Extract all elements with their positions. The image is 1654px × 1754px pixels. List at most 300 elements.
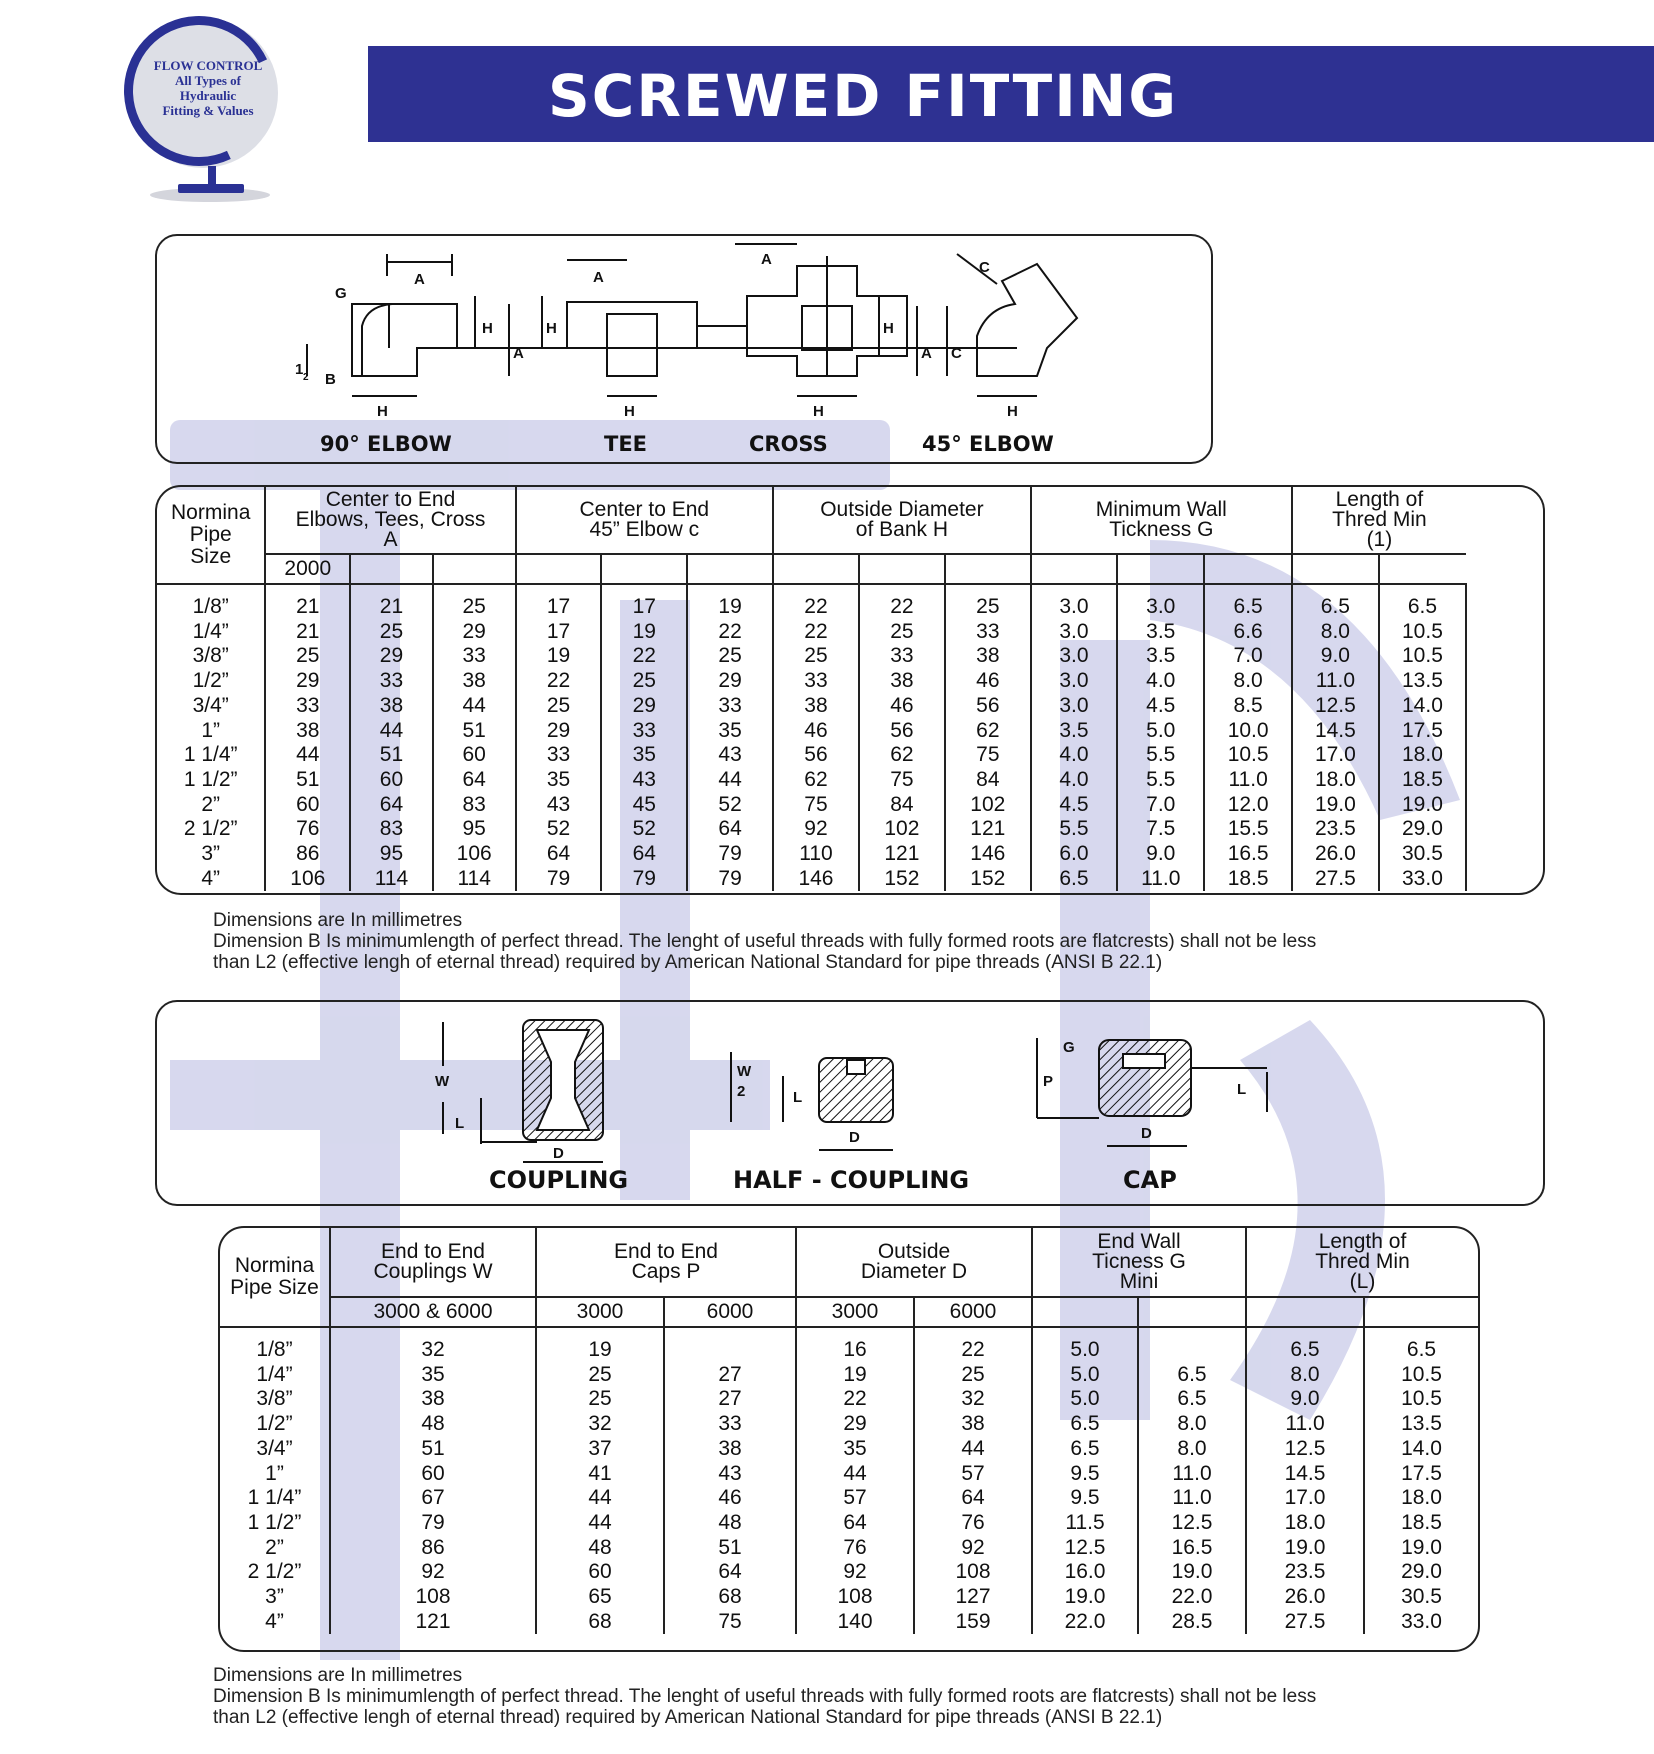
logo-line-2: All Types of: [175, 73, 241, 88]
table-cell: 19.0: [1032, 1585, 1138, 1610]
table-cell: 25: [350, 620, 433, 645]
table-cell: 5.5: [1117, 768, 1204, 793]
table-cell: 38: [350, 694, 433, 719]
table-cell: 44: [914, 1437, 1032, 1462]
table-cell: 9.5: [1032, 1486, 1138, 1511]
table-cell: 21: [265, 595, 350, 620]
table-row: [220, 1610, 1478, 1635]
table-cell: 6.5: [1032, 1437, 1138, 1462]
table-cell: 46: [664, 1486, 796, 1511]
table-cell: 102: [859, 817, 945, 842]
table-cell: 8.0: [1292, 620, 1379, 645]
table-cell: 8.0: [1138, 1412, 1246, 1437]
dim-label-h-tee-bottom: H: [624, 403, 635, 420]
table-cell: 33: [664, 1412, 796, 1437]
table-cell: 3.0: [1031, 620, 1117, 645]
table-cell: 14.5: [1246, 1462, 1364, 1487]
table-cell: 26.0: [1292, 842, 1379, 867]
table-cell: 18.0: [1379, 743, 1466, 768]
dim-label-d-coupling: D: [553, 1145, 564, 1162]
table-cell: 8.0: [1204, 669, 1291, 694]
table-cell: 22: [601, 644, 687, 669]
table-cell: 15.5: [1204, 817, 1291, 842]
table-cell: 3.0: [1117, 595, 1204, 620]
table-cell: 6.5: [1032, 1412, 1138, 1437]
table-cell: 5.5: [1031, 817, 1117, 842]
table-cell: 5.0: [1032, 1363, 1138, 1388]
note1-line3: than L2 (effective lengh of eternal thread) required by American National Standard for pipe threads (ANSI B 22.1): [213, 952, 1163, 973]
table-cell: 17.0: [1246, 1486, 1364, 1511]
table2-notes: [213, 1665, 1613, 1728]
table-cell: 38: [945, 644, 1031, 669]
table-cell: 106: [433, 842, 516, 867]
title-banner: [368, 46, 1654, 142]
table-cell: 22: [796, 1387, 914, 1412]
table-cell: 68: [536, 1610, 664, 1635]
table-cell: 76: [914, 1511, 1032, 1536]
table-cell: 4.0: [1031, 743, 1117, 768]
table-cell: 27.5: [1246, 1610, 1364, 1635]
coupling-diagram-panel: [155, 1000, 1545, 1206]
table-cell: 14.0: [1379, 694, 1466, 719]
table-cell: 35: [330, 1363, 536, 1388]
table-cell: 33.0: [1401, 1609, 1442, 1633]
table-cell: 121: [859, 842, 945, 867]
table-cell: 62: [773, 768, 859, 793]
table-cell: 30.5: [1379, 842, 1466, 867]
table-cell: 19.0: [1379, 793, 1466, 818]
table-cell: 10.5: [1379, 644, 1466, 669]
dim-label-g-cap: G: [1063, 1039, 1075, 1056]
table-cell: 114: [433, 867, 516, 892]
table-cell: 46: [773, 719, 859, 744]
table-row: [220, 1560, 1478, 1585]
table-cell: 12.5: [1032, 1536, 1138, 1561]
pipe-size-cell: 1”: [220, 1462, 330, 1487]
table-cell: 121: [945, 817, 1031, 842]
table-cell: 43: [664, 1462, 796, 1487]
table-cell: 26.0: [1246, 1585, 1364, 1610]
table-cell: 35: [601, 743, 687, 768]
sub-header-caps-6000: 6000: [664, 1297, 796, 1327]
table-cell: 35: [516, 768, 602, 793]
table-cell: 3.0: [1031, 669, 1117, 694]
pipe-size-cell: 3/8”: [220, 1387, 330, 1412]
table-cell: 9.0: [1117, 842, 1204, 867]
table-cell: 4.0: [1117, 669, 1204, 694]
table-cell: 5.0: [1032, 1387, 1138, 1412]
page-title: SCREWED FITTING: [548, 62, 1178, 130]
table-cell: 56: [945, 694, 1031, 719]
dim-label-p-cap: P: [1043, 1073, 1054, 1090]
table-cell: 44: [536, 1511, 664, 1536]
table-cell: 43: [601, 768, 687, 793]
table-cell: 17.5: [1401, 1461, 1442, 1485]
table-cell: 38: [265, 719, 350, 744]
table-cell: 60: [536, 1560, 664, 1585]
table-cell: 6.5: [1292, 595, 1379, 620]
table-cell: 127: [914, 1585, 1032, 1610]
dim-label-d-cap: D: [1141, 1125, 1152, 1142]
note2-line3: than L2 (effective lengh of eternal thread) required by American National Standard for pipe threads (ANSI B 22.1): [213, 1707, 1163, 1728]
table-cell: 64: [516, 842, 602, 867]
table-cell: 159: [914, 1610, 1032, 1635]
table-cell: 29: [516, 719, 602, 744]
table-cell: 6.5: [1138, 1363, 1246, 1388]
pipe-size-cell: 1/2”: [157, 669, 265, 694]
table-cell: 33: [773, 669, 859, 694]
table-cell: 17.5: [1379, 719, 1466, 744]
table-cell: 25: [914, 1363, 1032, 1388]
pipe-size-cell: 2”: [157, 793, 265, 818]
table-cell: 3.0: [1031, 694, 1117, 719]
table-cell: 7.0: [1204, 644, 1291, 669]
dim-label-h-cross: H: [883, 320, 894, 337]
table-cell: 44: [536, 1486, 664, 1511]
table-cell: 44: [265, 743, 350, 768]
table-cell: 43: [687, 743, 773, 768]
class-label-2000: 2000: [265, 554, 350, 584]
table-row: [220, 1585, 1478, 1610]
table-cell: 79: [687, 842, 773, 867]
table-cell: 25: [859, 620, 945, 645]
table-cell: 27: [664, 1363, 796, 1388]
table-cell: 6.5: [1031, 867, 1117, 892]
table1-notes: [213, 910, 1613, 973]
table-cell: 14.0: [1401, 1436, 1442, 1460]
table-cell: 29: [350, 644, 433, 669]
table-cell: 25: [601, 669, 687, 694]
table-cell: 23.5: [1246, 1560, 1364, 1585]
table-cell: 25: [687, 644, 773, 669]
table-cell: 64: [433, 768, 516, 793]
sub-header-od-3000: 3000: [796, 1297, 914, 1327]
table-cell: 18.0: [1292, 768, 1379, 793]
cap-shape: [1099, 1040, 1191, 1116]
table-cell: 52: [601, 817, 687, 842]
table-cell: 25: [516, 694, 602, 719]
label-cap: CAP: [1123, 1166, 1177, 1194]
col-header-center-to-end-c: Center to End 45” Elbow c: [516, 487, 773, 554]
table-cell: 52: [687, 793, 773, 818]
dim-label-a-tee: A: [593, 269, 604, 286]
table-cell: 114: [350, 867, 433, 892]
table-row: [157, 817, 1543, 842]
dim-label-h-cross-bottom: H: [813, 403, 824, 420]
table-cell: 92: [330, 1560, 536, 1585]
table-cell: 62: [859, 743, 945, 768]
table-cell: 7.5: [1117, 817, 1204, 842]
table-cell: 41: [536, 1462, 664, 1487]
table-cell: 17: [601, 595, 687, 620]
table-row: [220, 1338, 1478, 1363]
pipe-size-cell: 3”: [157, 842, 265, 867]
table-cell: 12.5: [1292, 694, 1379, 719]
table-cell: 28.5: [1138, 1610, 1246, 1635]
table-cell: 64: [796, 1511, 914, 1536]
table-cell: 10.5: [1204, 743, 1291, 768]
pipe-size-cell: 1/4”: [157, 620, 265, 645]
table-cell: 64: [914, 1486, 1032, 1511]
table-cell: 6.5: [1246, 1338, 1364, 1363]
table-cell: 56: [859, 719, 945, 744]
table-cell: 43: [516, 793, 602, 818]
table-cell: 19: [536, 1338, 664, 1363]
table-cell: 152: [945, 867, 1031, 892]
dim-label-a-elbow45: A: [921, 345, 932, 362]
fittings-drawing: [157, 236, 1211, 462]
dim-label-c-elbow45: C: [979, 259, 990, 276]
table-cell: 35: [796, 1437, 914, 1462]
table-cell: 33.0: [1379, 867, 1466, 892]
table-cell: 33: [433, 644, 516, 669]
table-cell: 48: [330, 1412, 536, 1437]
table-cell: 3.0: [1031, 644, 1117, 669]
table-cell: 18.5: [1379, 768, 1466, 793]
table-cell: 140: [796, 1610, 914, 1635]
table-cell: 6.0: [1031, 842, 1117, 867]
table-cell: 22.0: [1032, 1610, 1138, 1635]
table-cell: 6.6: [1204, 620, 1291, 645]
table-cell: 106: [265, 867, 350, 892]
table-cell: 48: [536, 1536, 664, 1561]
table-cell: 29: [265, 669, 350, 694]
note1-line1: Dimensions are In millimetres: [213, 910, 463, 931]
pipe-size-cell: 1/8”: [157, 595, 265, 620]
label-coupling: COUPLING: [489, 1166, 629, 1194]
dim-label-a-elbow: A: [414, 271, 425, 288]
table-cell: 152: [859, 867, 945, 892]
table-row: [220, 1437, 1478, 1462]
dim-label-h-elbow45: H: [1007, 403, 1018, 420]
table-cell: 38: [859, 669, 945, 694]
table-cell: 44: [687, 768, 773, 793]
dim-label-g: G: [335, 285, 347, 302]
table-row: [220, 1536, 1478, 1561]
table-cell: 83: [433, 793, 516, 818]
pipe-size-cell: 3/4”: [220, 1437, 330, 1462]
logo-line-1: FLOW CONTROL: [153, 58, 263, 73]
logo-line-3: Hydraulic: [179, 88, 237, 103]
table-cell: 4.0: [1031, 768, 1117, 793]
pipe-size-cell: 2”: [220, 1536, 330, 1561]
table-cell: 37: [536, 1437, 664, 1462]
table-cell: 11.0: [1138, 1486, 1246, 1511]
table-cell: 95: [433, 817, 516, 842]
table-cell: 86: [330, 1536, 536, 1561]
fittings-diagram-panel: [155, 234, 1213, 464]
sub-header-caps-3000: 3000: [536, 1297, 664, 1327]
table-cell: 12.5: [1246, 1437, 1364, 1462]
table-cell: 11.0: [1292, 669, 1379, 694]
table-cell: 68: [664, 1585, 796, 1610]
table-cell: 17: [516, 620, 602, 645]
table-cell: 11.0: [1117, 867, 1204, 892]
table-cell: 44: [350, 719, 433, 744]
table-cell: 25: [773, 644, 859, 669]
table-cell: 18.0: [1246, 1511, 1364, 1536]
table-cell: 86: [265, 842, 350, 867]
col-header-outside-diameter-d: Outside Diameter D: [796, 1228, 1032, 1297]
table-cell: 46: [859, 694, 945, 719]
table-cell: 3.5: [1031, 719, 1117, 744]
table-cell: 18.5: [1204, 867, 1291, 892]
table-cell: 22.0: [1138, 1585, 1246, 1610]
table-cell: 64: [687, 817, 773, 842]
dim-label-l-coupling: L: [455, 1115, 465, 1132]
table-cell: 8.0: [1246, 1363, 1364, 1388]
pipe-size-cell: 1/2”: [220, 1412, 330, 1437]
table-cell: 16.5: [1204, 842, 1291, 867]
table-row: [157, 867, 1543, 892]
table-cell: 33: [350, 669, 433, 694]
label-half-coupling: HALF - COUPLING: [733, 1166, 970, 1194]
table-cell: 9.5: [1032, 1462, 1138, 1487]
dim-label-c-elbow45-2: C: [951, 345, 962, 362]
table-cell: 75: [859, 768, 945, 793]
table-cell: 64: [664, 1560, 796, 1585]
table-cell: 19: [601, 620, 687, 645]
pipe-size-cell: 4”: [157, 867, 265, 892]
table-cell: 56: [773, 743, 859, 768]
pipe-size-cell: 2 1/2”: [157, 817, 265, 842]
table-cell: 60: [433, 743, 516, 768]
table-cell: 108: [330, 1585, 536, 1610]
table-cell: 33: [516, 743, 602, 768]
note2-line1: Dimensions are In millimetres: [213, 1665, 463, 1686]
table-cell: 29: [687, 669, 773, 694]
table-cell: 51: [664, 1536, 796, 1561]
table-cell: 38: [914, 1412, 1032, 1437]
table-cell: 18.5: [1401, 1510, 1442, 1534]
table-cell: 11.0: [1204, 768, 1291, 793]
table-cell: 9.0: [1292, 644, 1379, 669]
table-cell: 25: [433, 595, 516, 620]
table-cell: 21: [350, 595, 433, 620]
col-header-thread-length-l: Length of Thred Min (L): [1246, 1228, 1478, 1297]
table-row: [157, 694, 1543, 719]
table-cell: 14.5: [1292, 719, 1379, 744]
dim-label-2-half: 2: [737, 1083, 746, 1100]
table-cell: 29.0: [1401, 1560, 1442, 1584]
table-cell: 25: [945, 595, 1031, 620]
table-cell: 75: [773, 793, 859, 818]
dim-label-d-half: D: [849, 1129, 860, 1146]
table-cell: 10.0: [1204, 719, 1291, 744]
table-cell: 5.0: [1032, 1338, 1138, 1363]
table-row: [220, 1462, 1478, 1487]
table-cell: 25: [536, 1363, 664, 1388]
note2-line2: Dimension B Is minimumlength of perfect thread. The lenght of useful threads with fully formed roots are flatcrests) shall not be less: [213, 1686, 1317, 1707]
table-cell: 29: [796, 1412, 914, 1437]
table-cell: 8.0: [1138, 1437, 1246, 1462]
table-cell: 11.0: [1138, 1462, 1246, 1487]
table-cell: 12.5: [1138, 1511, 1246, 1536]
table-cell: 79: [687, 867, 773, 892]
table-cell: 22: [687, 620, 773, 645]
table-cell: 19.0: [1292, 793, 1379, 818]
dim-label-a-elbow-2: A: [513, 345, 524, 362]
table-cell: 13.5: [1401, 1412, 1442, 1436]
sub-header-od-6000: 6000: [914, 1297, 1032, 1327]
table-cell: 16: [796, 1338, 914, 1363]
table-cell: 19.0: [1401, 1535, 1442, 1559]
table-cell: 146: [773, 867, 859, 892]
table-cell: 12.0: [1204, 793, 1291, 818]
table-cell: 17: [516, 595, 602, 620]
table-cell: 79: [330, 1511, 536, 1536]
sub-header-3000-6000: 3000 & 6000: [330, 1297, 536, 1327]
col-header-end-wall-g: End Wall Ticness G Mini: [1032, 1228, 1246, 1297]
table-cell: 19: [516, 644, 602, 669]
table-cell: 19.0: [1246, 1536, 1364, 1561]
table-cell: 18.0: [1401, 1486, 1442, 1510]
col-header-center-to-end-a: Center to End Elbows, Tees, Cross A: [265, 487, 515, 554]
table-cell: 95: [350, 842, 433, 867]
table-cell: 44: [796, 1462, 914, 1487]
table-cell: 83: [350, 817, 433, 842]
table-cell: [1138, 1338, 1246, 1363]
pipe-size-cell: 1 1/2”: [157, 768, 265, 793]
table-cell: 10.5: [1401, 1362, 1442, 1386]
table-cell: 7.0: [1117, 793, 1204, 818]
dim-label-w: W: [435, 1073, 450, 1090]
table-cell: 22: [914, 1338, 1032, 1363]
table-cell: 76: [265, 817, 350, 842]
table-cell: 92: [796, 1560, 914, 1585]
coupling-cap-table: [218, 1226, 1480, 1652]
table-cell: 46: [945, 669, 1031, 694]
table-cell: 52: [516, 817, 602, 842]
table-cell: 3.0: [1031, 595, 1117, 620]
elbow-tee-cross-table: [155, 485, 1545, 895]
table-cell: 5.5: [1117, 743, 1204, 768]
table-cell: 51: [330, 1437, 536, 1462]
table-cell: 21: [265, 620, 350, 645]
table-cell: 11.0: [1246, 1412, 1364, 1437]
table-cell: 64: [350, 793, 433, 818]
table-cell: 25: [536, 1387, 664, 1412]
table-cell: 23.5: [1292, 817, 1379, 842]
table-cell: 84: [945, 768, 1031, 793]
table-cell: 35: [687, 719, 773, 744]
pipe-size-cell: 2 1/2”: [220, 1560, 330, 1585]
table-cell: 27.5: [1292, 867, 1379, 892]
dim-label-a-cross: A: [761, 251, 772, 268]
table-cell: 44: [433, 694, 516, 719]
table-cell: 76: [796, 1536, 914, 1561]
col-header-size-2: Normina Pipe Size: [220, 1228, 330, 1327]
table-row: [157, 842, 1543, 867]
table-cell: 32: [330, 1338, 536, 1363]
table-cell: 29: [601, 694, 687, 719]
table-cell: 10.5: [1379, 620, 1466, 645]
dim-label-b: B: [325, 371, 336, 388]
table-row: [157, 719, 1543, 744]
table-cell: 38: [773, 694, 859, 719]
table-cell: 33: [687, 694, 773, 719]
table-cell: 62: [945, 719, 1031, 744]
table-cell: 4.5: [1117, 694, 1204, 719]
table-cell: 19: [687, 595, 773, 620]
label-tee: TEE: [604, 432, 648, 456]
table-cell: 13.5: [1379, 669, 1466, 694]
table-cell: 51: [350, 743, 433, 768]
table-cell: 92: [914, 1536, 1032, 1561]
table-row: [220, 1511, 1478, 1536]
dim-label-l-half: L: [793, 1089, 803, 1106]
table-cell: 11.5: [1032, 1511, 1138, 1536]
